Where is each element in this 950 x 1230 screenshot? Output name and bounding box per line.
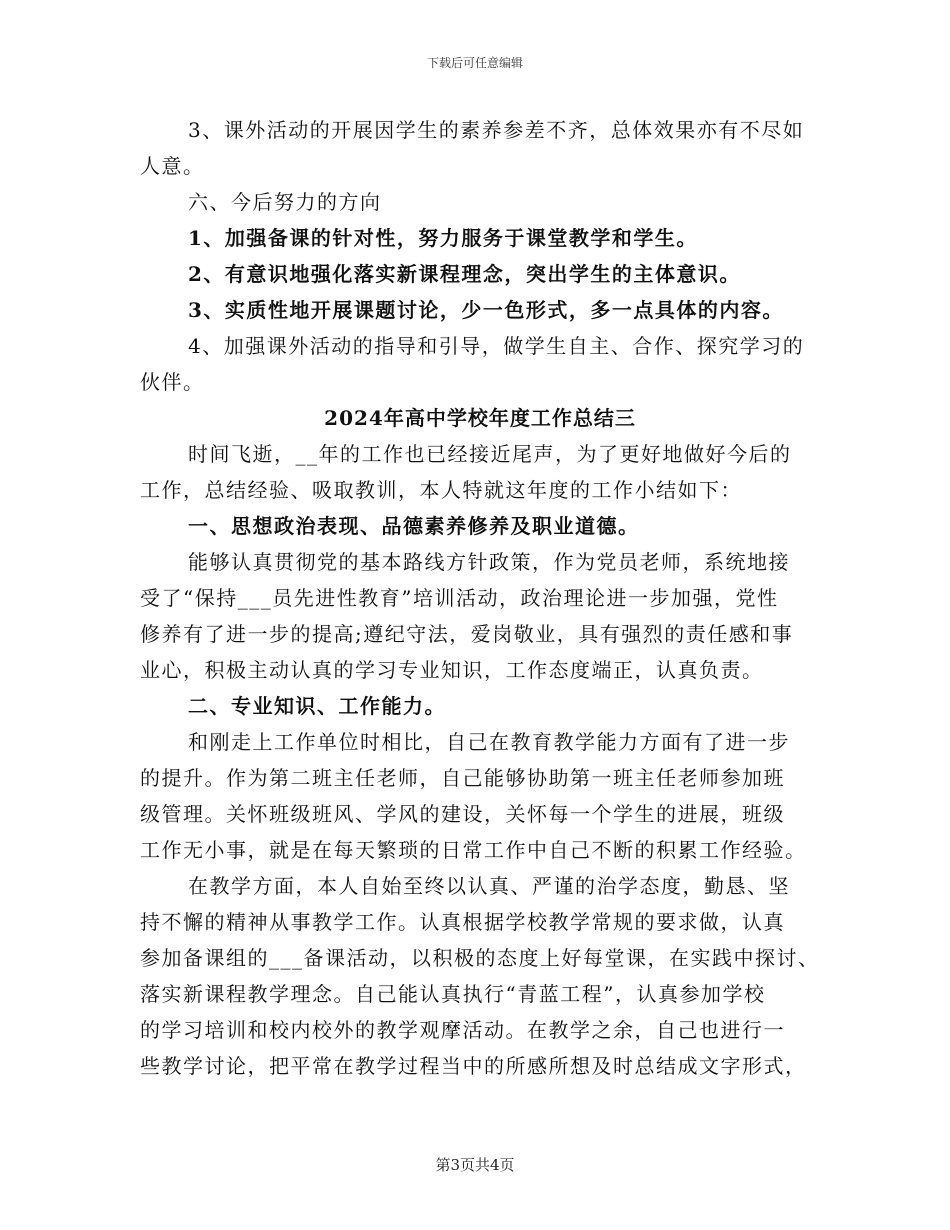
paragraph-line: 人意。 [140,154,205,178]
paragraph-line: 工作，总结经验、吸取教训，本人特就这年度的工作小结如下： [140,478,742,502]
section-heading: 六、今后努力的方向 [188,190,382,214]
paragraph-line: 时间飞逝，__年的工作也已经接近尾声，为了更好地做好今后的 [188,442,792,466]
paragraph-line: 的提升。作为第二班主任老师，自己能够协助第一班主任老师参加班 [140,766,785,790]
paragraph-line: 的学习培训和校内校外的教学观摩活动。在教学之余，自己也进行一 [140,1018,785,1042]
paragraph-line: 持不懈的精神从事教学工作。认真根据学校教学常规的要求做，认真 [140,910,785,934]
paragraph-line: 些教学讨论，把平常在教学过程当中的所感所想及时总结成文字形式， [140,1054,807,1078]
section-heading: 一、思想政治表现、品德素养修养及职业道德。 [188,514,640,538]
paragraph-line: 工作无小事，就是在每天繁琐的日常工作中自己不断的积累工作经验。 [140,838,807,862]
paragraph-line: 受了“保持___员先进性教育”培训活动，政治理论进一步加强，党性 [140,586,779,610]
section-heading: 二、专业知识、工作能力。 [188,694,446,718]
paragraph-line: 和刚走上工作单位时相比，自己在教育教学能力方面有了进一步 [188,730,790,754]
paragraph-line: 伙伴。 [140,370,205,394]
paragraph-line: 级管理。关怀班级班风、学风的建设，关怀每一个学生的进展，班级 [140,802,785,826]
page-header: 下载后可任意编辑 [426,56,523,70]
list-item: 3、实质性地开展课题讨论，少一色形式，多一点具体的内容。 [188,298,784,322]
list-item: 2、有意识地强化落实新课程理念，突出学生的主体意识。 [188,262,741,286]
paragraph-line: 能够认真贯彻党的基本路线方针政策，作为党员老师，系统地接 [188,550,790,574]
document-body [140,112,820,1084]
list-item: 1、加强备课的针对性，努力服务于课堂教学和学生。 [188,226,698,250]
paragraph-line: 修养有了进一步的提高;遵纪守法，爱岗敬业，具有强烈的责任感和事 [140,622,794,646]
paragraph-line: 落实新课程教学理念。自己能认真执行“青蓝工程”，认真参加学校 [140,982,766,1006]
paragraph-line: 在教学方面，本人自始至终以认真、严谨的治学态度，勤恳、坚 [188,874,790,898]
list-item: 4、加强课外活动的指导和引导，做学生自主、合作、探究学习的 [188,334,805,358]
page-number: 第3页共4页 [435,1156,515,1174]
paragraph-line: 3、课外活动的开展因学生的素养参差不齐，总体效果亦有不尽如 [188,118,805,142]
paragraph-line: 业心，积极主动认真的学习专业知识，工作态度端正，认真负责。 [140,658,764,682]
document-title: 2024年高中学校年度工作总结三 [324,406,636,430]
paragraph-line: 参加备课组的___备课活动，以积极的态度上好每堂课，在实践中探讨、 [140,946,820,970]
